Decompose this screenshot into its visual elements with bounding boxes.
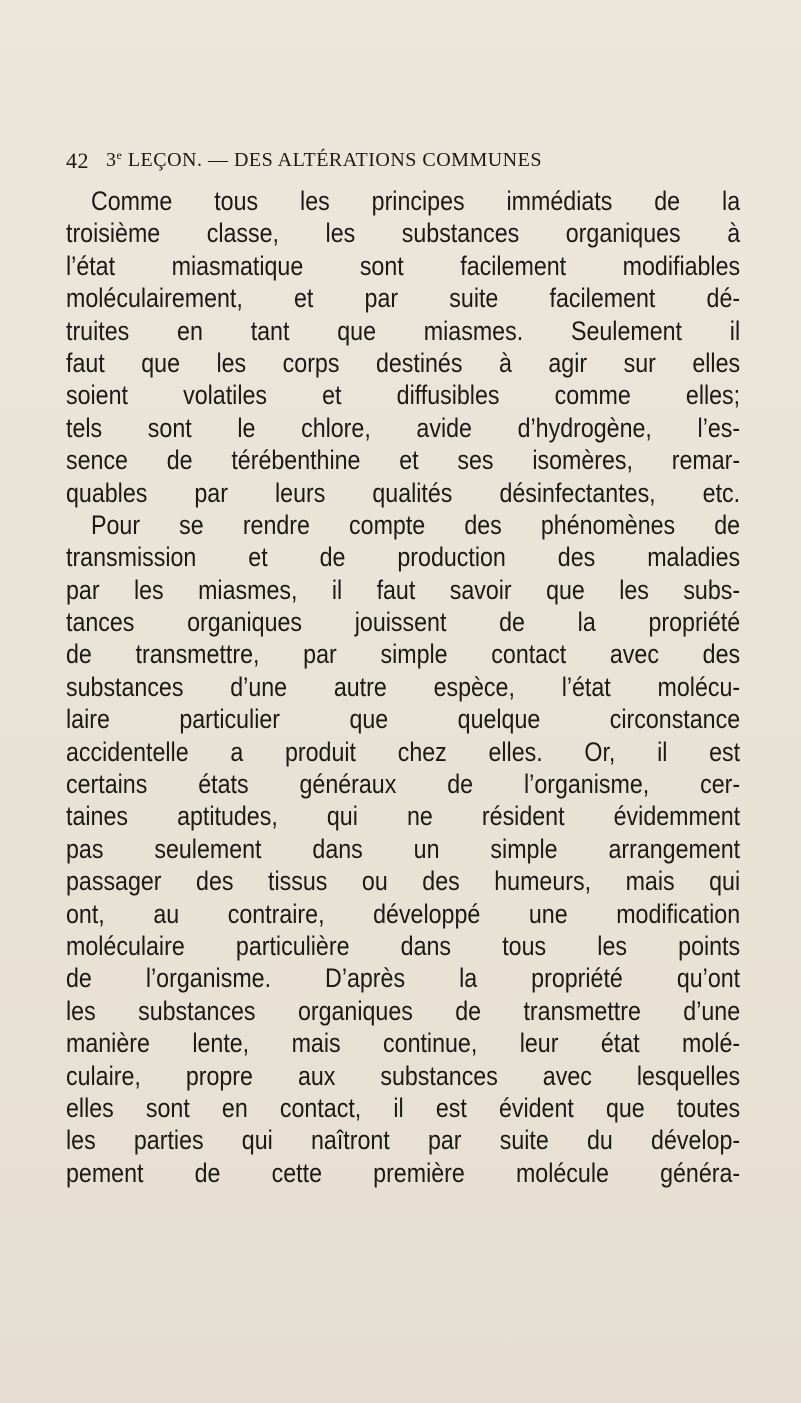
text-line: moléculairement, et par suite facilement dé- [66,283,741,314]
text-line: ont, au contraire, développé une modification [66,898,741,929]
text-line: sence de térébenthine et ses isomères, remar- [66,445,741,476]
text-line: les substances organiques de transmettre d’une [66,995,741,1026]
text-line: de transmettre, par simple contact avec des [66,639,741,670]
text-line: l’état miasmatique sont facilement modifiables [66,250,741,281]
running-header [66,148,706,178]
text-line: manière lente, mais continue, leur état molé- [66,1028,741,1059]
text-line: Comme tous les principes immédiats de la [91,186,741,216]
lecon-ordinal: e [116,148,123,162]
text-line: culaire, propre aux substances avec lesquelles [66,1060,741,1091]
body-text [66,185,740,1189]
text-line: substances d’une autre espèce, l’état molécu- [66,671,741,702]
text-line: de l’organisme. D’après la propriété qu’ont [66,963,741,994]
text-line: transmission et de production des maladies [66,542,741,573]
text-line: moléculaire particulière dans tous les points [66,930,741,961]
text-line: quables par leurs qualités désinfectantes, etc. [66,477,741,508]
text-line: truites en tant que miasmes. Seulement il [66,315,741,346]
running-title-text: LEÇON. — DES ALTÉRATIONS COMMUNES [122,149,542,171]
text-line: certains états généraux de l’organisme, cer- [66,769,741,800]
text-line: tances organiques jouissent de la propriété [66,607,741,638]
text-line: taines aptitudes, qui ne résident évidemment [66,801,741,832]
running-title [106,148,542,172]
text-line: troisième classe, les substances organiques à [66,218,741,249]
lecon-number: 3 [106,149,117,171]
text-line: pas seulement dans un simple arrangement [66,833,741,864]
text-line: soient volatiles et diffusibles comme elles; [66,380,741,411]
text-line: laire particulier que quelque circonstance [66,704,741,735]
text-line: les parties qui naîtront par suite du dévelop- [66,1125,741,1156]
text-line: pement de cette première molécule généra- [66,1157,741,1188]
text-line: tels sont le chlore, avide d’hydrogène, l’es- [66,412,741,443]
text-line: elles sont en contact, il est évident que toutes [66,1092,741,1123]
text-line: par les miasmes, il faut savoir que les subs- [66,574,741,605]
text-line: accidentelle a produit chez elles. Or, il est [66,736,741,767]
text-line: Pour se rendre compte des phénomènes de [91,509,741,540]
text-line: passager des tissus ou des humeurs, mais qui [66,866,741,897]
page-number: 42 [66,148,89,173]
text-line: faut que les corps destinés à agir sur elles [66,347,741,378]
